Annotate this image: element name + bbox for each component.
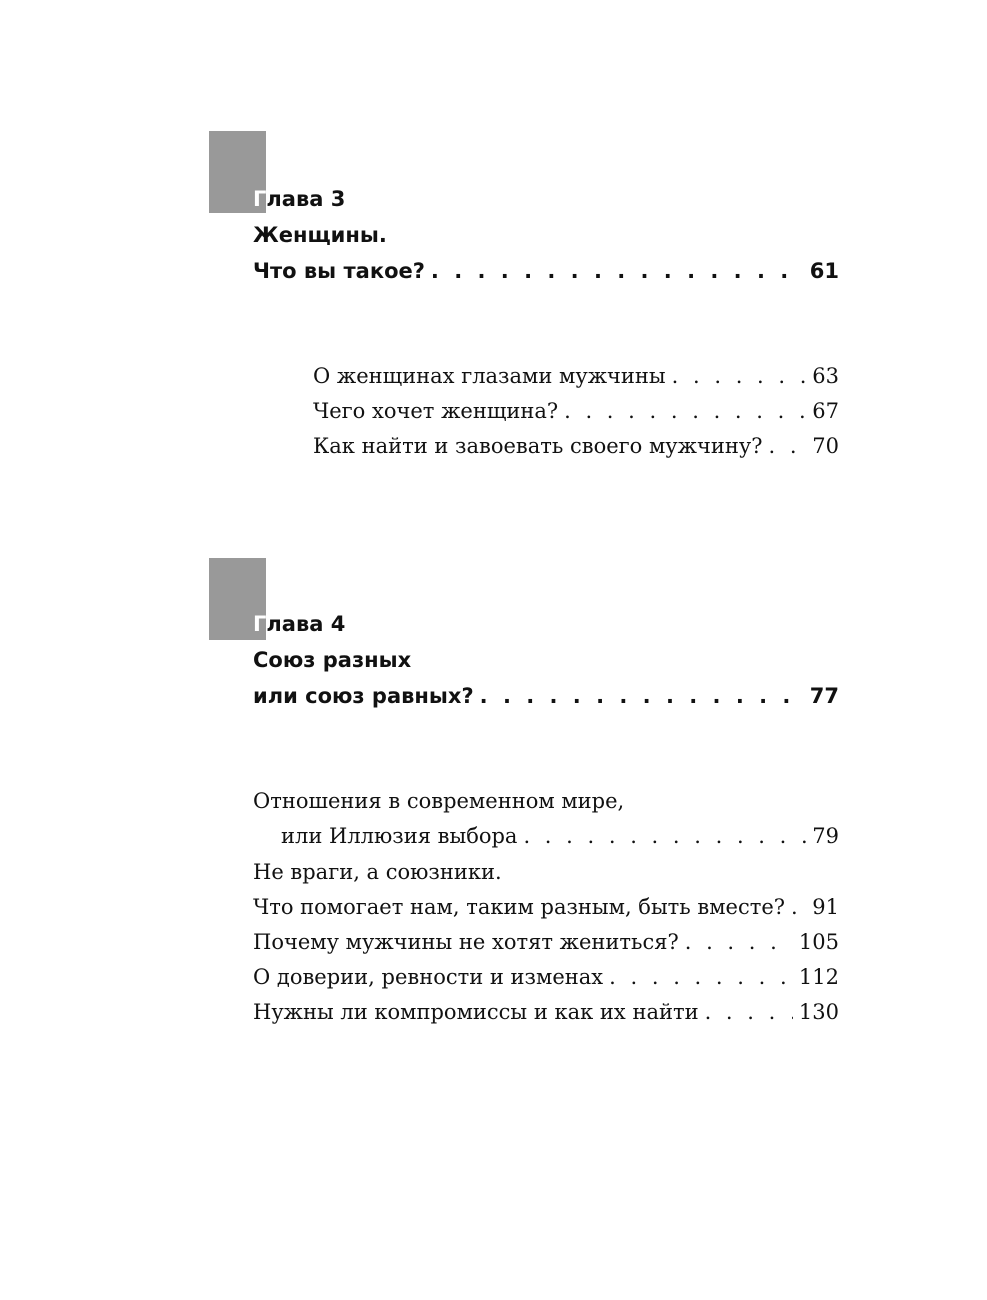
toc-entry-title[interactable]: Отношения в современном мире, xyxy=(253,789,625,813)
toc-entry-title: Чего хочет женщина? xyxy=(313,399,559,423)
chapter-4-title-entry[interactable] xyxy=(253,678,839,714)
toc-entry[interactable] xyxy=(253,890,839,925)
dot-leader xyxy=(523,819,806,854)
chapter-4-label-initial: Г xyxy=(253,612,267,636)
chapter-3-label-rest: лава 3 xyxy=(266,187,346,211)
toc-entry-page: 105 xyxy=(798,930,839,954)
toc-entry[interactable] xyxy=(253,995,839,1030)
dot-leader xyxy=(768,429,806,464)
chapter-3-page: 61 xyxy=(809,259,839,283)
toc-entry-title[interactable]: Не враги, а союзники. xyxy=(253,860,502,884)
toc-entry-continuation: Что помогает нам, таким разным, быть вместе? xyxy=(253,895,786,919)
toc-entry-page: 79 xyxy=(812,824,839,848)
toc-entry-page: 63 xyxy=(812,364,839,388)
chapter-3-title-entry[interactable] xyxy=(253,253,839,289)
toc-entry-page: 70 xyxy=(812,434,839,458)
dot-leader xyxy=(564,394,806,429)
chapter-3-title-line2: Что вы такое? xyxy=(253,259,425,283)
dot-leader xyxy=(685,925,793,960)
dot-leader xyxy=(791,890,806,925)
dot-leader xyxy=(705,995,793,1030)
toc-entry[interactable] xyxy=(281,819,839,854)
toc-entry-continuation: или Иллюзия выбора xyxy=(281,824,518,848)
toc-entry-title: О доверии, ревности и изменах xyxy=(253,965,604,989)
chapter-3-label xyxy=(253,181,345,217)
toc-entry-title: Нужны ли компромиссы и как их найти xyxy=(253,1000,699,1024)
chapter-4-label xyxy=(253,606,345,642)
toc-entry-page: 91 xyxy=(812,895,839,919)
dot-leader xyxy=(672,359,807,394)
toc-entry[interactable] xyxy=(253,960,839,995)
toc-entry-page: 67 xyxy=(812,399,839,423)
toc-entry-title: Как найти и завоевать своего мужчину? xyxy=(313,434,763,458)
toc-entry-page: 130 xyxy=(798,1000,839,1024)
toc-entry[interactable] xyxy=(253,925,839,960)
chapter-4-page: 77 xyxy=(809,684,839,708)
toc-entry[interactable] xyxy=(313,394,839,429)
toc-entry-title: Почему мужчины не хотят жениться? xyxy=(253,930,679,954)
dot-leader xyxy=(609,960,793,995)
chapter-4-title-line2: или союз равных? xyxy=(253,684,474,708)
toc-entry-title: О женщинах глазами мужчины xyxy=(313,364,666,388)
chapter-3-title-line1: Женщины. xyxy=(253,223,387,247)
toc-entry[interactable] xyxy=(313,359,839,394)
dot-leader xyxy=(480,678,804,714)
toc-entry-page: 112 xyxy=(798,965,839,989)
chapter-3-label-initial: Г xyxy=(253,187,267,211)
toc-entry[interactable] xyxy=(313,429,839,464)
chapter-4-title-line1: Союз разных xyxy=(253,648,412,672)
dot-leader xyxy=(431,253,804,289)
chapter-4-label-rest: лава 4 xyxy=(266,612,346,636)
